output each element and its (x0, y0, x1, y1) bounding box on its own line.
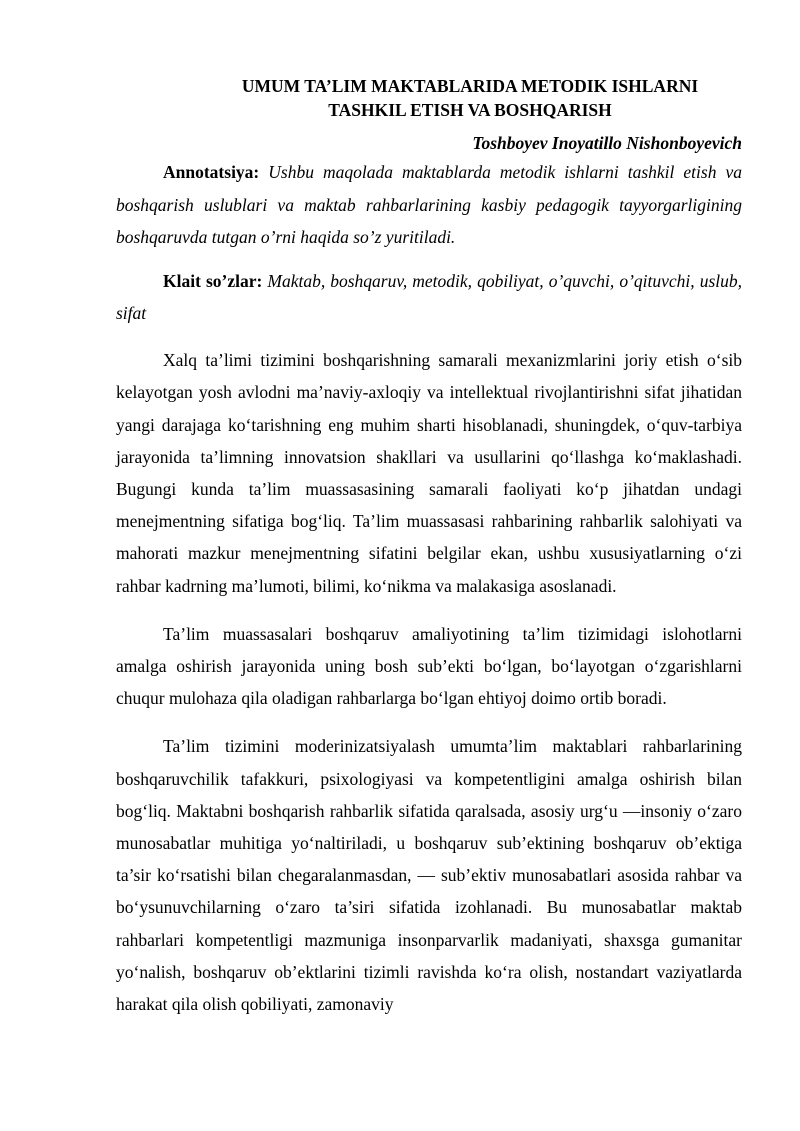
title-line-2: TASHKIL ETISH VA BOSHQARISH (328, 100, 612, 120)
body-paragraph-1: Xalq ta’limi tizimini boshqarishning samarali mexanizmlarini joriy etish o‘sib kelayotgan yosh avlodni ma’naviy-axloqiy va intellektual rivojlantirishni sifat jihatidan yangi darajaga ko‘tarishning eng muhim sharti hisoblanadi, shuningdek, o‘quv-tarbiya jarayonida ta’limning innovatsion shakllari va usullarini qo‘llashga ko‘maklashadi. Bugungi kunda ta’lim muassasasining samarali faoliyati ko‘p jihatdan undagi menejmentning sifatiga bog‘liq. Ta’lim muassasasi rahbarining rahbarlik salohiyati va mahorati mazkur menejmentning sifatini belgilar ekan, ushbu xususiyatlarning o‘zi rahbar kadrning ma’lumoti, bilimi, ko‘nikma va malakasiga asoslanadi. (116, 350, 742, 596)
annotation-text: Ushbu maqolada maktablarda metodik ishlarni tashkil etish va boshqarish uslublari va maktab rahbarlarining kasbiy pedagogik tayyorgarligining boshqaruvda tutgan o’rni haqida so’z yuritiladi. (116, 162, 743, 248)
body-paragraph-3: Ta’lim tizimini moderinizatsiyalash umumta’lim maktablari rahbarlarining boshqaruvchilik tafakkuri, psixologiyasi va kompetentligini amalga oshirish bilan bog‘liq. Maktabni boshqarish rahbarlik sifatida qaralsada, asosiy urg‘u —insoniy o‘zaro munosabatlar muhitiga yo‘naltiriladi, u boshqaruv sub’ektining boshqaruv ob’ektiga ta’sir ko‘rsatishi bilan chegaralanmasdan, — sub’ektiv munosabatlari asosida rahbar va bo‘ysunuvchilarning o‘zaro ta’siri sifatida izohlanadi. Bu munosabatlar maktab rahbarlari kompetentligi mazmuniga insonparvarlik madaniyati, shaxsga gumanitar yo‘nalish, boshqaruv ob’ektlarini tizimli ravishda ko‘ra olish, nostandart vaziyatlarda harakat qila olish qobiliyati, zamonaviy (116, 736, 742, 1015)
keywords-label: Klait so’zlar: (163, 270, 263, 291)
body-paragraph-2: Ta’lim muassasalari boshqaruv amaliyotining ta’lim tizimidagi islohotlarni amalga oshirish jarayonida uning bosh sub’ekti bo‘lgan, bo‘layotgan o‘zgarishlarni chuqur mulohaza qila oladigan rahbarlarga bo‘lgan ehtiyoj doimo ortib boradi. (116, 623, 742, 709)
keywords (116, 265, 742, 329)
annotation (116, 156, 742, 254)
keywords-text: Maktab, boshqaruv, metodik, qobiliyat, o’quvchi, o’qituvchi, uslub, sifat (116, 270, 742, 323)
author-name: Toshboyev Inoyatillo Nishonboyevich (472, 133, 742, 153)
annotation-label: Annotatsiya: (163, 162, 260, 182)
title-line-1: UMUM TA’LIM MAKTABLARIDA METODIK ISHLARNI (241, 76, 699, 96)
article (116, 74, 742, 1020)
article-title (116, 74, 742, 122)
